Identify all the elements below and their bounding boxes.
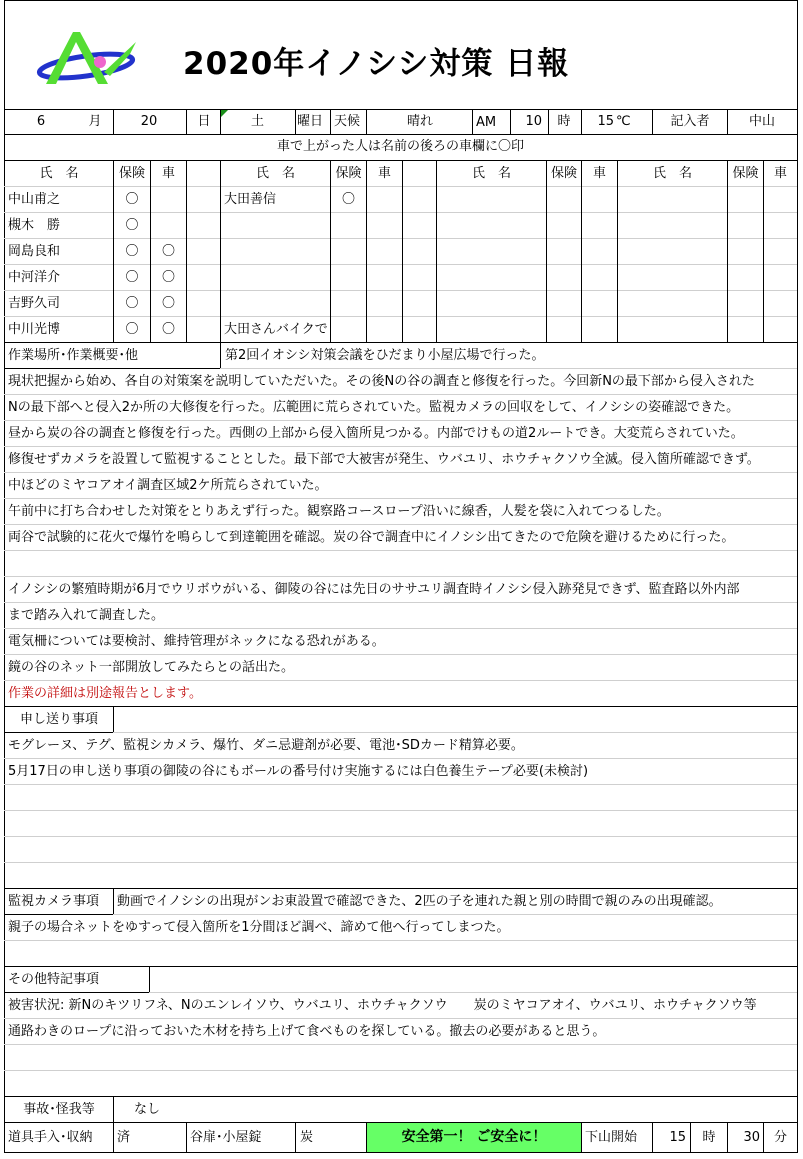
member-name: 吉野久司 xyxy=(8,296,61,311)
car-note: 車で上がった人は名前の後ろの車欄に〇印 xyxy=(276,139,524,154)
col-name-1: 氏 名 xyxy=(39,166,79,181)
hour-label: 時 xyxy=(557,114,571,129)
member-insurance: 〇 xyxy=(125,322,139,337)
work-line: 昼から炭の谷の調査と修復を行った。西側の上部から侵入箇所見つかる。内部でけもの道2ルートでき。大変荒らされていた。 xyxy=(8,426,744,441)
work-place-label: 作業場所･作業概要･他 xyxy=(8,348,139,363)
member-car: 〇 xyxy=(161,322,175,337)
col-name-4: 氏 名 xyxy=(652,166,692,181)
recorder-value: 中山 xyxy=(748,114,775,129)
ampm-value: AM xyxy=(476,115,497,130)
descent-minute: 30 xyxy=(743,1130,760,1145)
work-line: 修復せずカメラを設置して監視することとした。最下部で大被害が発生、ウバユリ、ホウチャクソウ全滅。侵入箇所確認できず。 xyxy=(8,452,760,467)
member-note: 大田さんバイクで xyxy=(224,322,328,337)
month-label: 月 xyxy=(88,114,102,129)
col-insurance-3: 保険 xyxy=(550,166,577,181)
col-car-1: 車 xyxy=(161,166,175,181)
safety-message: 安全第一！ ご安全に！ xyxy=(401,1129,547,1145)
work-line: 現状把握から始め、各自の対策案を説明していただいた。その後Nの谷の調査と修復を行った。今回新Nの最下部から侵入された xyxy=(8,374,755,389)
work-place-value: 第2回イオシシ対策会議をひだまり小屋広場で行った。 xyxy=(225,348,545,363)
weather-value: 晴れ xyxy=(406,114,433,129)
member-name: 中川光博 xyxy=(8,322,61,337)
member-car: 〇 xyxy=(161,244,175,259)
work-line: まで踏み入れて調査した。 xyxy=(8,608,165,623)
hour-value: 10 xyxy=(525,114,542,129)
work-line: 両谷で試験的に花火で爆竹を鳴らして到達範囲を確認。炭の谷で調査中にイノシシ出てきたので危険を避けるために行った。 xyxy=(8,530,735,545)
col-insurance-1: 保険 xyxy=(118,166,145,181)
other-line: 被害状況: 新Nのキツリフネ、Nのエンレイソウ、ウバユリ、ホウチャクソウ 炭のミヤコアオイ、ウバユリ、ホウチャクソウ等 xyxy=(8,998,757,1013)
work-line: イノシシの繁殖時期が6月でウリボウがいる、御陵の谷には先日のササユリ調査時イノシシ侵入跡発見できず、監査路以外内部 xyxy=(8,582,740,597)
member-insurance: 〇 xyxy=(125,244,139,259)
member-name: 中山甫之 xyxy=(8,192,61,207)
gate-label: 谷扉･小屋錠 xyxy=(190,1130,262,1145)
col-car-4: 車 xyxy=(773,166,787,181)
handover-label: 申し送り事項 xyxy=(19,712,98,727)
accident-value: なし xyxy=(134,1102,161,1117)
handover-line: モグレーヌ、テグ、監視シカメラ、爆竹、ダニ忌避剤が必要、電池･SDカード精算必要。 xyxy=(8,738,524,753)
descent-label: 下山開始 xyxy=(585,1130,638,1145)
member-insurance: 〇 xyxy=(341,192,355,207)
col-insurance-2: 保険 xyxy=(335,166,362,181)
weekday-value: 土 xyxy=(250,114,264,129)
other-label: その他特記事項 xyxy=(8,972,100,987)
other-line: 通路わきのロープに沿っておいた木材を持ち上げて食べものを探している。撤去の必要があると思う。 xyxy=(8,1024,606,1039)
temperature-unit: ℃ xyxy=(616,114,631,129)
member-insurance: 〇 xyxy=(125,270,139,285)
member-insurance: 〇 xyxy=(125,218,139,233)
camera-value: 動画でイノシシの出現がンお東設置で確認できた、2匹の子を連れた親と別の時間で親のみの出現確認。 xyxy=(117,894,722,909)
weather-label: 天候 xyxy=(334,114,361,129)
descent-minute-label: 分 xyxy=(773,1130,787,1145)
member-insurance: 〇 xyxy=(125,296,139,311)
page-title: 2020年イノシシ対策 日報 xyxy=(183,46,570,82)
work-line: 鏡の谷のネット一部開放してみたらとの話出た。 xyxy=(8,660,295,675)
work-line: 中ほどのミヤコアオイ調査区域2ケ所荒らされていた。 xyxy=(8,478,328,493)
handover-line: 5月17日の申し送り事項の御陵の谷にもボールの番号付け実施するには白色養生テープ必要(未検討) xyxy=(8,764,589,779)
col-name-2: 氏 名 xyxy=(255,166,295,181)
logo-icon xyxy=(36,28,138,90)
member-name: 中河洋介 xyxy=(8,270,61,285)
work-line: 午前中に打ち合わせした対策をとりあえず行った。観察路コースロープ沿いに線香，人髪を袋に入れてつるした。 xyxy=(8,504,670,519)
work-detail-note: 作業の詳細は別途報告とします。 xyxy=(8,686,202,701)
camera-label: 監視カメラ事項 xyxy=(8,894,100,909)
day-value: 20 xyxy=(140,114,158,129)
work-line: Nの最下部へと侵入2か所の大修復を行った。広範囲に荒らされていた。監視カメラの回収をして、イノシシの姿確認できた。 xyxy=(8,400,740,415)
month-value: 6 xyxy=(36,114,46,129)
member-car: 〇 xyxy=(161,296,175,311)
descent-hour: 15 xyxy=(669,1130,686,1145)
descent-hour-label: 時 xyxy=(702,1130,716,1145)
weekday-label: 曜日 xyxy=(297,114,324,129)
logo-dot xyxy=(94,56,106,68)
member-car: 〇 xyxy=(161,270,175,285)
member-name: 岡島良和 xyxy=(8,244,61,259)
tools-value: 済 xyxy=(117,1130,131,1145)
accident-label: 事故･怪我等 xyxy=(23,1102,95,1117)
work-line: 電気柵については要検討、維持管理がネックになる恐れがある。 xyxy=(8,634,385,649)
gate-value: 炭 xyxy=(300,1130,314,1145)
col-car-2: 車 xyxy=(377,166,391,181)
comment-marker-icon xyxy=(221,110,228,117)
col-car-3: 車 xyxy=(592,166,606,181)
member-name: 槻木 勝 xyxy=(8,218,61,233)
col-insurance-4: 保険 xyxy=(732,166,759,181)
camera-line: 親子の場合ネットをゆすって侵入箇所を1分間ほど調べ、諦めて他へ行ってしまつた。 xyxy=(8,920,510,935)
temperature-value: 15 xyxy=(597,114,614,129)
recorder-label: 記入者 xyxy=(670,114,710,129)
tools-label: 道具手入･収納 xyxy=(8,1130,93,1145)
member-insurance: 〇 xyxy=(125,192,139,207)
col-name-3: 氏 名 xyxy=(471,166,511,181)
day-label: 日 xyxy=(197,114,211,129)
member-name: 大田善信 xyxy=(224,192,277,207)
